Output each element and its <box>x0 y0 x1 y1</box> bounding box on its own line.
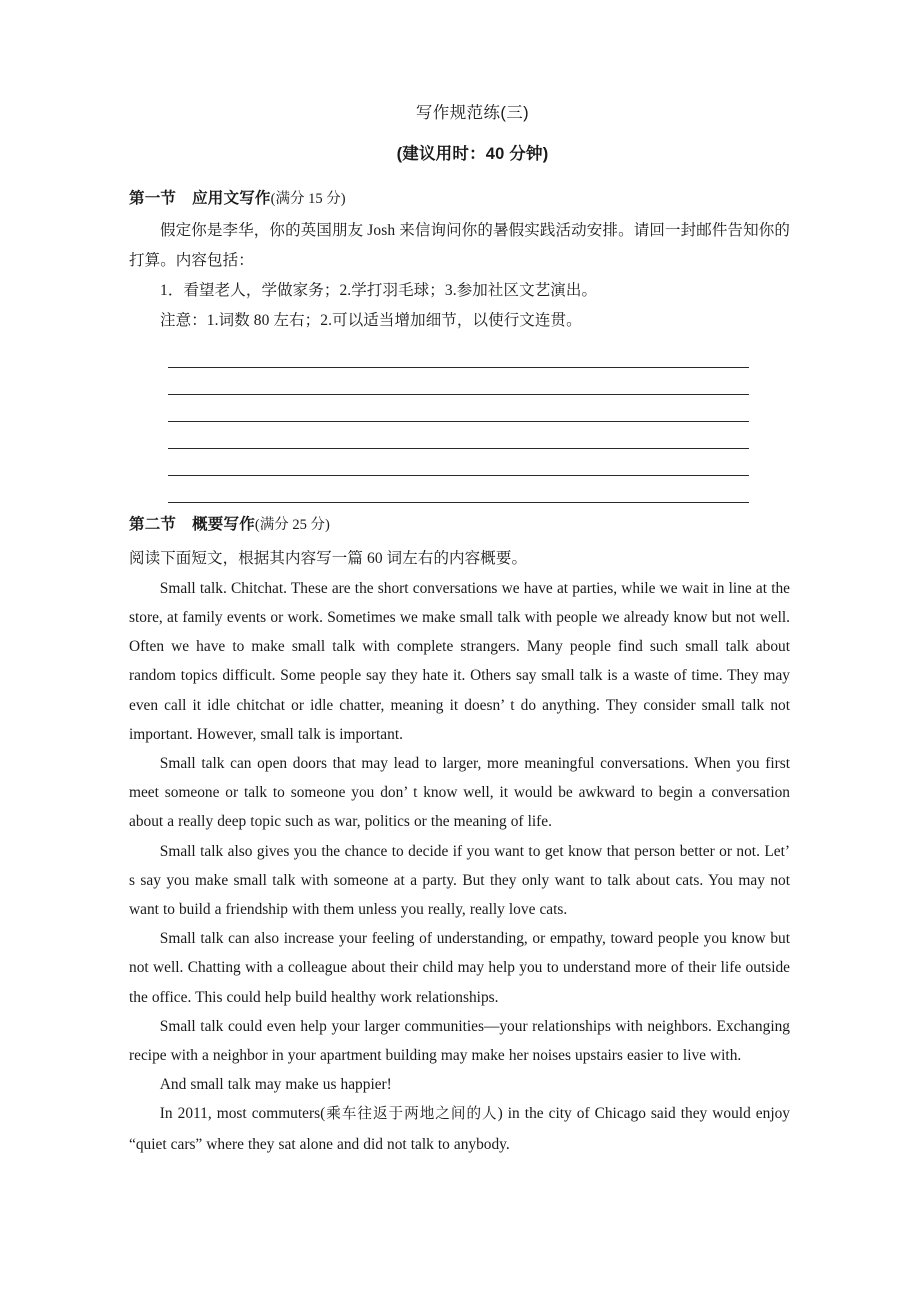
section-two-name: 概要写作 <box>192 516 255 534</box>
answer-line[interactable] <box>168 476 749 503</box>
page-title: 写作规范练(三) <box>415 104 530 122</box>
passage-paragraph: And small talk may make us happier! <box>159 1076 392 1094</box>
section-two-score: (满分 25 分) <box>254 517 330 534</box>
spacer <box>129 208 790 216</box>
title-block <box>129 0 790 165</box>
section-one-label: 第一节 <box>129 189 177 207</box>
passage-paragraph: Small talk can open doors that may lead to larger, more meaningful conversations. When you first meet someone or talk to someone you don’ t know well, it would be awkward to begin a conversation about a really deep topic such as war, politics or the meaning of life. <box>129 755 790 831</box>
answer-line[interactable] <box>168 345 749 368</box>
passage-chinese-gloss: 乘车往返于两地之间的人 <box>325 1106 498 1123</box>
section-one-points: 1．看望老人，学做家务；2.学打羽毛球；3.参加社区文艺演出。 <box>160 282 598 300</box>
page-content <box>129 0 790 1159</box>
passage-final-after: ) in the city of Chicago said they would enjoy “quiet cars” where they sat alone and did not talk to anybody. <box>129 1105 790 1153</box>
spacer <box>129 165 790 189</box>
section-two-heading <box>129 515 790 535</box>
passage-paragraph: Small talk could even help your larger communities—your relationships with neighbors. Exchanging recipe with a neighbor in your apartment building may make her noises upstairs easier to live with. <box>129 1017 790 1065</box>
answer-writing-lines[interactable] <box>129 345 790 503</box>
section-one-name: 应用文写作 <box>192 189 271 207</box>
section-one-heading <box>129 189 790 209</box>
spacer <box>129 336 790 345</box>
answer-line[interactable] <box>168 368 749 395</box>
section-one-prompt: 假定你是李华，你的英国朋友 Josh 来信询问你的暑假实践活动安排。请回一封邮件告知你的打算。内容包括： <box>129 222 790 270</box>
passage-paragraph-final <box>129 1099 790 1158</box>
answer-line[interactable] <box>168 395 749 422</box>
answer-line[interactable] <box>168 422 749 449</box>
passage-paragraph: Small talk can also increase your feeling of understanding, or empathy, toward people you know but not well. Chatting with a colleague about their child may help you to understand more of their life outside the office. This could help build healthy work relationships. <box>129 930 790 1006</box>
section-one-score: (满分 15 分) <box>270 190 346 207</box>
section-two-label: 第二节 <box>129 516 177 534</box>
passage-paragraph: Small talk also gives you the chance to decide if you want to get know that person better or not. Let’ s say you make small talk with someone at a party. But they only want to talk about cats. You may not want to build a friendship with them unless you really, really love cats. <box>129 842 790 919</box>
section-one-notes: 注意：1.词数 80 左右；2.可以适当增加细节，以使行文连贯。 <box>160 312 582 330</box>
section-two-instruction: 阅读下面短文，根据其内容写一篇 60 词左右的内容概要。 <box>129 549 528 567</box>
passage-paragraph: Small talk. Chitchat. These are the short conversations we have at parties, while we wait in line at the store, at family events or work. Sometimes we make small talk with people we already know but not well. Often we have to make small talk with complete strangers. Many people find such small talk about random topics difficult. Some people say they hate it. Others say small talk is a waste of time. They may even call it idle chitchat or idle chatter, meaning it doesn’ t do anything. They consider small talk not important. However, small talk is important. <box>129 579 790 743</box>
spacer <box>129 503 790 515</box>
spacer <box>129 535 790 544</box>
passage-final-before: In 2011, most commuters( <box>159 1105 326 1123</box>
time-suggestion: (建议用时：40 分钟) <box>396 144 549 163</box>
answer-line[interactable] <box>168 449 749 476</box>
